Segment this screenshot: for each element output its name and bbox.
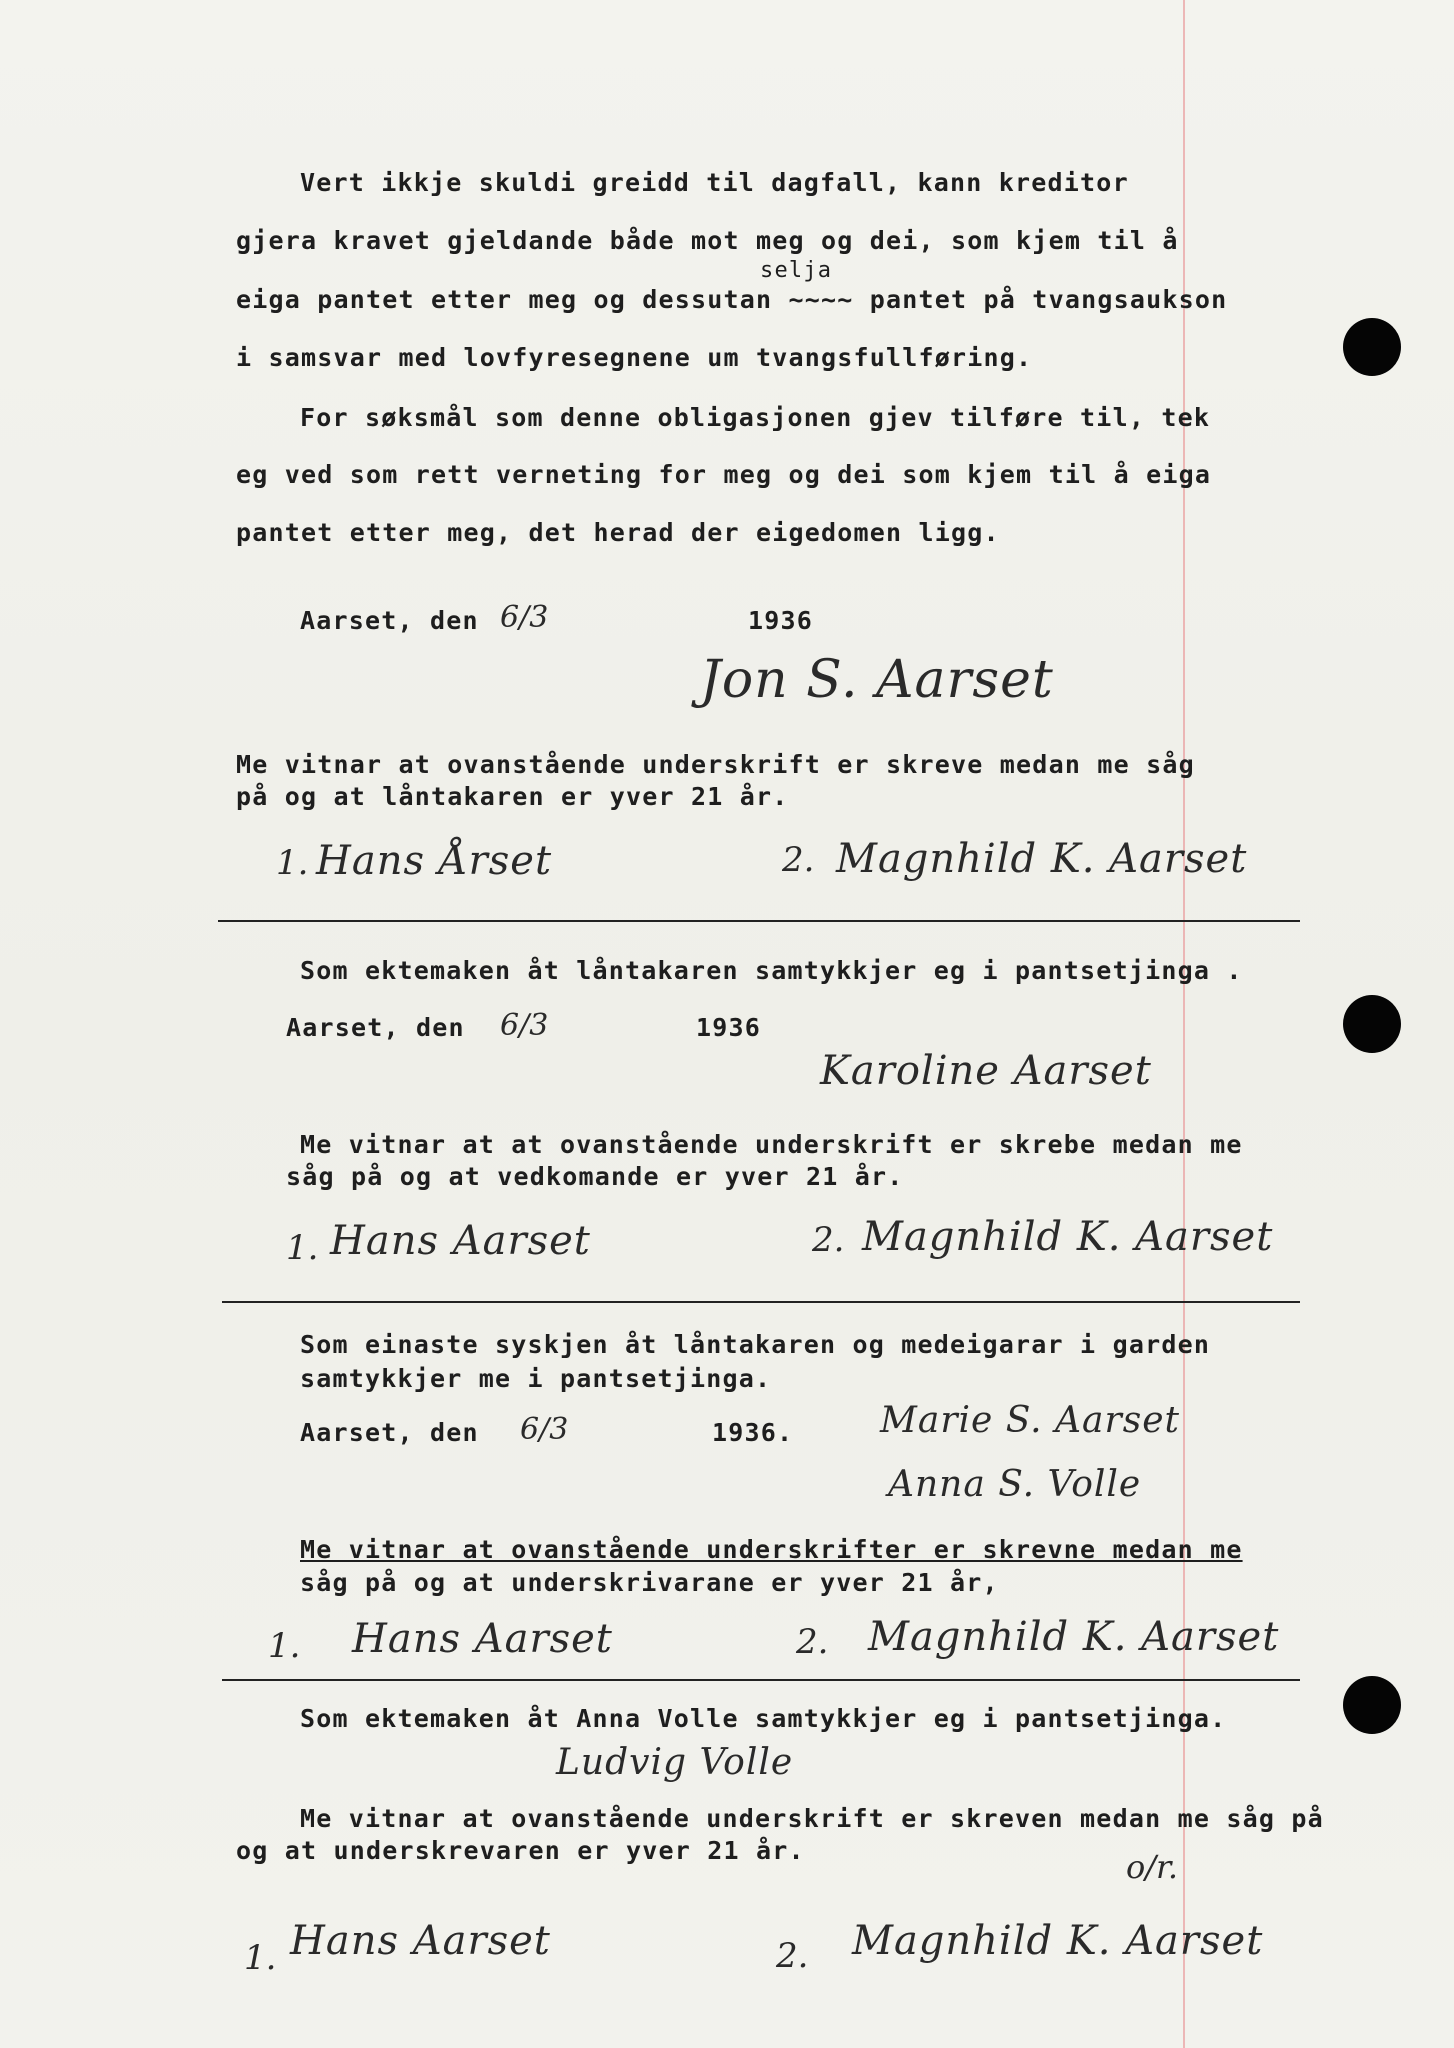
- paragraph1-line3: eiga pantet etter meg og dessutan ~~~~ pantet på tvangsaukson: [236, 285, 1228, 314]
- block3-date: 6/3: [520, 1412, 569, 1447]
- block2-witness2-signature: Magnhild K. Aarset: [862, 1214, 1274, 1260]
- paragraph1-line2: gjera kravet gjeldande både mot meg og dei, som kjem til å: [236, 226, 1179, 255]
- paragraph1-line4: i samsvar med lovfyresegnene um tvangsfullføring.: [236, 343, 1033, 372]
- block1-date: 6/3: [500, 600, 549, 635]
- block2-date: 6/3: [500, 1008, 549, 1043]
- punch-hole-bottom: [1343, 1676, 1401, 1734]
- block4-signature: Ludvig Volle: [556, 1742, 794, 1783]
- paragraph2-line2: eg ved som rett verneting for meg og dei som kjem til å eiga: [236, 460, 1212, 489]
- block1-witness-line2: på og at låntakaren er yver 21 år.: [236, 782, 789, 811]
- block2-witness2-number: 2.: [812, 1220, 845, 1260]
- block3-witness2-signature: Magnhild K. Aarset: [868, 1614, 1280, 1660]
- paragraph2-line3: pantet etter meg, det herad der eigedomen ligg.: [236, 518, 1000, 547]
- block2-year: 1936: [696, 1013, 762, 1042]
- block1-witness2-signature: Magnhild K. Aarset: [836, 836, 1248, 882]
- block4-witness-line1: Me vitnar at ovanstående underskrift er skreven medan me såg på: [300, 1804, 1324, 1833]
- block3-witness-line2: såg på og at underskrivarane er yver 21 år,: [300, 1568, 999, 1597]
- block2-witness1-number: 1.: [286, 1228, 319, 1268]
- block3-witness1-signature: Hans Aarset: [352, 1616, 613, 1662]
- block3-consent-line1: Som einaste syskjen åt låntakaren og medeigarar i garden: [300, 1330, 1211, 1359]
- block2-signature: Karoline Aarset: [820, 1048, 1152, 1094]
- block3-witness-line1: Me vitnar at ovanstående underskrifter er skrevne medan me: [300, 1535, 1243, 1564]
- block2-witness-line1: Me vitnar at at ovanstående underskrift er skrebe medan me: [300, 1130, 1243, 1159]
- block4-consent: Som ektemaken åt Anna Volle samtykkjer eg i pantsetjinga.: [300, 1704, 1227, 1733]
- block1-witness1-signature: Hans Årset: [316, 838, 553, 884]
- punch-hole-top: [1343, 318, 1401, 376]
- block3-year: 1936.: [712, 1418, 794, 1447]
- block1-divider: [218, 920, 1300, 922]
- block1-witness2-number: 2.: [782, 840, 815, 880]
- block3-consent-line2: samtykkjer me i pantsetjinga.: [300, 1364, 772, 1393]
- paragraph2-line1: For søksmål som denne obligasjonen gjev tilføre til, tek: [300, 403, 1211, 432]
- block4-witness-line2: og at underskrevaren er yver 21 år.: [236, 1836, 805, 1865]
- punch-hole-middle: [1343, 995, 1401, 1053]
- block1-witness-line1: Me vitnar at ovanstående underskrift er skreve medan me såg: [236, 750, 1195, 779]
- block3-signature1: Marie S. Aarset: [880, 1400, 1180, 1441]
- block4-witness1-number: 1.: [244, 1938, 277, 1978]
- block3-signature2: Anna S. Volle: [888, 1464, 1142, 1505]
- block4-note: o/r.: [1126, 1848, 1178, 1886]
- block4-witness2-signature: Magnhild K. Aarset: [852, 1918, 1264, 1964]
- block4-witness2-number: 2.: [776, 1936, 809, 1976]
- block3-witness1-number: 1.: [268, 1626, 301, 1666]
- block2-divider: [222, 1301, 1300, 1303]
- block2-witness-line2: såg på og at vedkomande er yver 21 år.: [286, 1162, 904, 1191]
- block1-witness1-number: 1.: [276, 843, 309, 883]
- paragraph1-insert: selja: [760, 258, 833, 283]
- block3-divider: [222, 1679, 1300, 1681]
- block1-place: Aarset, den: [300, 606, 479, 635]
- block1-year: 1936: [748, 606, 814, 635]
- block2-consent: Som ektemaken åt låntakaren samtykkjer eg i pantsetjinga .: [300, 956, 1243, 985]
- block2-witness1-signature: Hans Aarset: [330, 1218, 591, 1264]
- block2-place: Aarset, den: [286, 1013, 465, 1042]
- block4-witness1-signature: Hans Aarset: [290, 1918, 551, 1964]
- block1-signature: Jon S. Aarset: [700, 650, 1054, 710]
- block3-place: Aarset, den: [300, 1418, 479, 1447]
- block3-witness2-number: 2.: [796, 1622, 829, 1662]
- paragraph1-line1: Vert ikkje skuldi greidd til dagfall, kann kreditor: [300, 168, 1129, 197]
